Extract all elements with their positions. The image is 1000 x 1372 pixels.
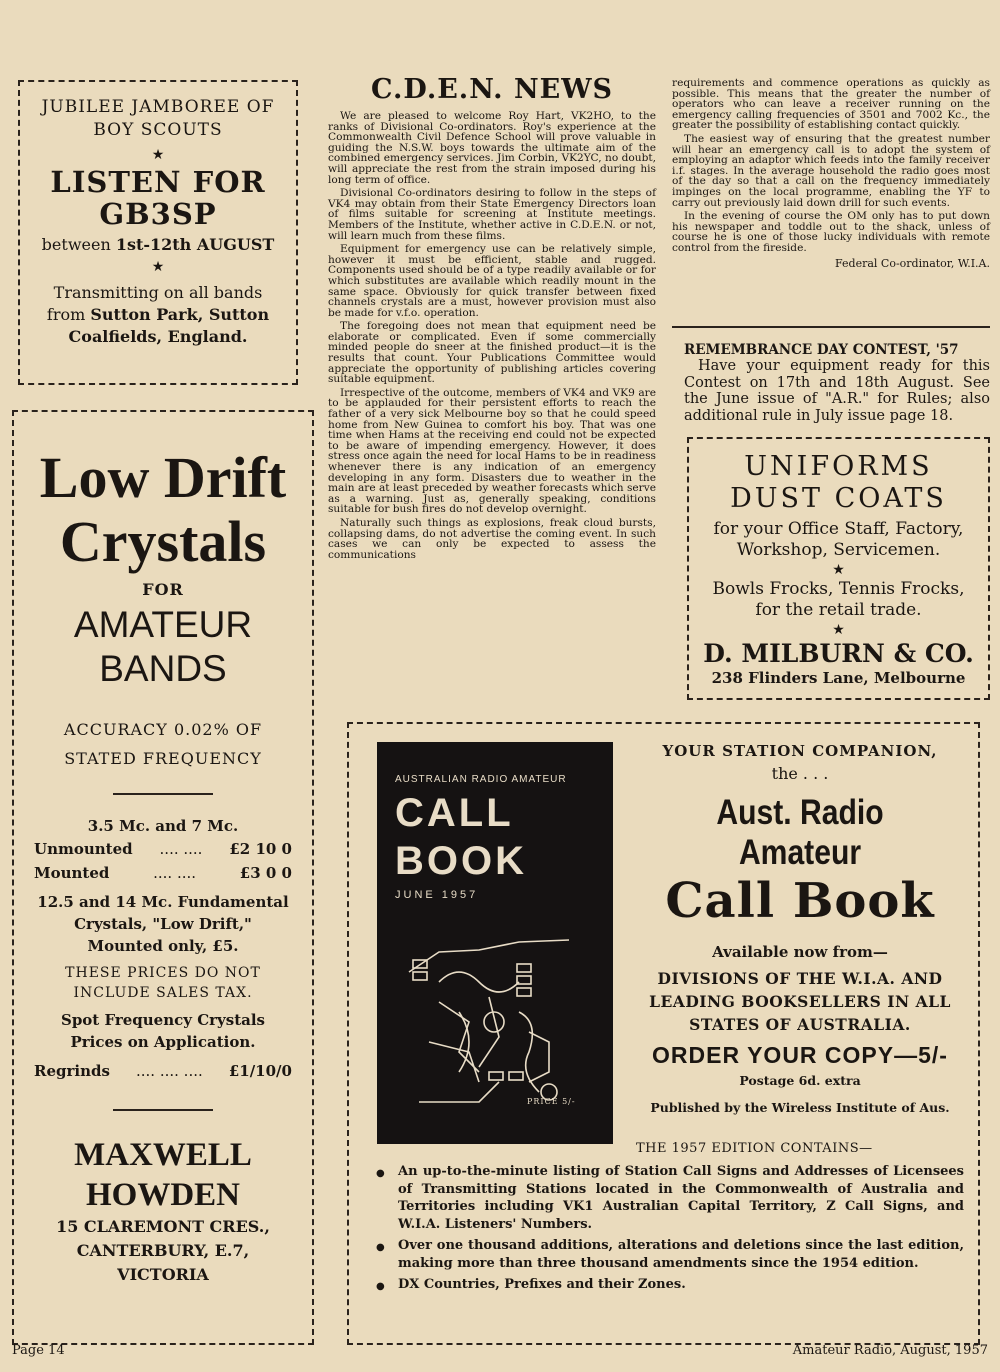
article-paragraph: Divisional Co-ordinators desiring to follow in the steps of VK4 may obtain from their State Emergency Directors loan of films suitable for screening at Institute meetings. Members of the Institute, whether active in C.D.E.N. or not, will learn much from these films.	[328, 187, 656, 242]
article-paragraph: The easiest way of ensuring that the greatest number will hear an emergency call is to adopt the system of employing an adaptor which feeds into the family receiver i.f. stages. In the average household the radio goes most of the day so that a call on the frequency immediately impinges on the local programme, enabling the YF to carry out previously laid down drill for such events.	[672, 132, 990, 209]
companion-line: YOUR STATION COMPANION,	[662, 742, 938, 760]
cover-title1: CALL	[395, 791, 514, 835]
aust-radio-heading: Aust. Radio Amateur	[716, 793, 884, 872]
article-signature: Federal Co-ordinator, W.I.A.	[834, 256, 990, 270]
spot-line1: Spot Frequency Crystals	[60, 1011, 266, 1029]
list-item	[376, 1276, 964, 1296]
location1: Sutton Park, Sutton	[90, 305, 270, 324]
cover-illustration	[399, 902, 589, 1122]
uniforms-line5: Bowls Frocks, Tennis Frocks,	[712, 579, 965, 599]
list-item-text: DX Countries, Prefixes and their Zones.	[398, 1277, 686, 1292]
divisions-line1: DIVISIONS OF THE W.I.A. AND	[657, 969, 943, 988]
jamboree-ad	[18, 80, 298, 385]
uniforms-line1: UNIFORMS	[744, 451, 933, 482]
crystals-title1: Low Drift	[39, 445, 287, 510]
callbook-bullets	[376, 1163, 964, 1300]
price-row-dots: .... ....	[159, 840, 203, 858]
issue-line: Amateur Radio, August, 1957	[792, 1343, 988, 1358]
location-line1	[30, 304, 286, 326]
amateur-word: AMATEUR	[73, 604, 253, 645]
uniforms-line2: DUST COATS	[730, 483, 947, 514]
order-line: ORDER YOUR COPY—5/-	[652, 1042, 948, 1068]
transmit-line: Transmitting on all bands	[53, 283, 263, 302]
regrinds-dots: .... .... ....	[136, 1062, 203, 1080]
divider	[113, 1109, 213, 1111]
regrinds-price: £1/10/0	[228, 1062, 292, 1080]
accuracy-line1: ACCURACY 0.02% OF	[63, 720, 263, 739]
postage-line: Postage 6d. extra	[739, 1073, 861, 1088]
price-row-value: £3 0 0	[239, 864, 292, 882]
callbook-text	[630, 742, 970, 1115]
cover-date: JUNE 1957	[395, 889, 479, 901]
fund-line3: Mounted only, £5.	[87, 937, 239, 955]
callbook-cover	[377, 742, 613, 1144]
firm-name: D. MILBURN & CO.	[703, 639, 974, 668]
from-word: from	[46, 305, 86, 324]
star-icon: ★	[832, 562, 845, 578]
crystals-title2: Crystals	[59, 509, 267, 574]
remembrance-notice	[684, 342, 990, 424]
available-line: Available now from—	[712, 943, 888, 961]
the-line: the . . .	[771, 764, 829, 783]
divisions-line3: STATES OF AUSTRALIA.	[689, 1015, 911, 1034]
bullet-icon: ●	[376, 1242, 385, 1253]
location2: Coalfields, England.	[68, 327, 248, 346]
jamboree-line2: BOY SCOUTS	[93, 120, 223, 140]
bullet-icon: ●	[376, 1168, 385, 1179]
article-paragraph: Irrespective of the outcome, members of VK4 and VK9 are to be applauded for their persistent efforts to reach the father of a very sick Melbourne boy so that he could speed home from New Guinea to comfort his boy. That was one time when Hams at the receiving end could not be expected to be aware of impending emergency. However, it does stress once again the need for local Hams to be in readiness whenever there is any indication of an emergency developing in any form. Disasters due to weather in the main are at least preceded by weather forecasts which serve as a warning. Just as, generally speaking, conditions suitable for bush fires do not develop overnight.	[328, 386, 656, 516]
company-name: MAXWELL HOWDEN	[74, 1137, 252, 1213]
list-item	[376, 1237, 964, 1272]
freq-header: 3.5 Mc. and 7 Mc.	[87, 817, 239, 835]
tax-line2: INCLUDE SALES TAX.	[73, 985, 253, 1001]
remembrance-text: Have your equipment ready for this Contest on 17th and 18th August. See the June issue of "A.R." for Rules; also additional rule in July issue page 18.	[684, 358, 990, 424]
address-line2: CANTERBURY, E.7,	[76, 1241, 250, 1260]
article-paragraph: We are pleased to welcome Roy Hart, VK2HO, to the ranks of Divisional Co-ordinators. Roy's experience at the Commonwealth Civil Defence School will prove valuable in guiding the N.S.W. boys towards the ultimate aim of the combined emergency services. Jim Corbin, VK2YC, no doubt, will appreciate the rest from the strain imposed during his long term of office.	[328, 110, 656, 186]
jamboree-line1: JUBILEE JAMBOREE OF	[41, 97, 275, 117]
uniforms-line4: Workshop, Servicemen.	[736, 540, 941, 560]
address-line1: 15 CLAREMONT CRES.,	[56, 1217, 270, 1236]
contains-heading: THE 1957 EDITION CONTAINS—	[636, 1141, 873, 1156]
section-divider	[672, 326, 990, 328]
bands-word: BANDS	[99, 648, 227, 689]
star-icon: ★	[151, 147, 165, 163]
dates-line	[30, 234, 286, 256]
for-word: FOR	[142, 580, 184, 599]
list-item	[376, 1163, 964, 1233]
cover-title2: BOOK	[395, 839, 527, 883]
spot-line2: Prices on Application.	[70, 1033, 256, 1051]
price-row	[34, 837, 292, 861]
fund-line1: 12.5 and 14 Mc. Fundamental	[37, 893, 289, 911]
price-row-label: Mounted	[34, 864, 110, 882]
star-icon: ★	[832, 622, 845, 638]
article-paragraph: Equipment for emergency use can be relatively simple, however it must be efficient, stable and rugged. Components used should be of a type readily available or for which substitutes are available which readily mount in the same space. Obviously for quick transfer between fixed channels crystals are a must, however provision must also be made for v.f.o. operation.	[328, 243, 656, 319]
cden-news-article	[328, 74, 656, 704]
uniforms-line3: for your Office Staff, Factory,	[713, 519, 964, 539]
between-word: between	[41, 235, 111, 254]
list-item-text: An up-to-the-minute listing of Station Call Signs and Addresses of Licensees of Transmitting Stations located in the Commonwealth of Australia and Territories including VK1 Australian Capital Territory, Z Call Signs, and W.I.A. Listeners' Numbers.	[398, 1164, 964, 1232]
star-icon: ★	[151, 259, 165, 275]
article-paragraph: Naturally such things as explosions, freak cloud bursts, collapsing dams, do not advertise the coming event. In such cases we can only be expected to assess the communications	[328, 516, 656, 561]
list-item-text: Over one thousand additions, alterations and deletions since the last edition, making more than three thousand amendments since the 1954 edition.	[398, 1238, 964, 1271]
divider	[113, 793, 213, 795]
article-paragraph: In the evening of course the OM only has to put down his newspaper and toddle out to the shack, unless of course he is one of those lucky individuals with remote control from the fireside.	[672, 210, 990, 254]
regrinds-label: Regrinds	[34, 1062, 110, 1080]
cden-news-continued	[672, 78, 990, 318]
address-line3: VICTORIA	[117, 1265, 209, 1284]
fund-line2: Crystals, "Low Drift,"	[74, 915, 252, 933]
uniforms-line6: for the retail trade.	[755, 600, 922, 620]
bullet-icon: ●	[376, 1281, 385, 1292]
cover-price: PRICE 5/-	[527, 1097, 576, 1106]
price-row-label: Unmounted	[34, 840, 133, 858]
price-row	[34, 861, 292, 885]
callbook-heading: Call Book	[665, 873, 935, 929]
article-paragraph: The foregoing does not mean that equipment need be elaborate or complicated. Even if some commercially minded people do sneer at the finished product—it is the results that count. Your Publications Committee would appreciate the opportunity of publishing articles covering suitable equipment.	[328, 320, 656, 386]
page-number: Page 14	[12, 1343, 65, 1358]
cover-small-title: AUSTRALIAN RADIO AMATEUR	[395, 774, 567, 785]
divisions-line2: LEADING BOOKSELLERS IN ALL	[649, 992, 951, 1011]
crystals-ad	[12, 410, 314, 1345]
callsign: GB3SP	[99, 197, 217, 231]
listen-for-heading: LISTEN FOR	[50, 165, 266, 199]
accuracy-line2: STATED FREQUENCY	[64, 749, 262, 768]
price-row-dots: .... ....	[153, 864, 197, 882]
article-title: C.D.E.N. NEWS	[370, 74, 614, 105]
price-row-value: £2 10 0	[229, 840, 292, 858]
regrinds-row	[34, 1059, 292, 1083]
tax-line1: THESE PRICES DO NOT	[65, 965, 261, 981]
article-paragraph: requirements and commence operations as quickly as possible. This means that the greater the number of operators who can leave a receiver running on the emergency calling frequencies of 3501 and 7002 Kc., the greater the possibility of establishing contact quickly.	[672, 77, 990, 132]
dates: 1st-12th AUGUST	[115, 235, 275, 254]
location-line2	[30, 326, 286, 348]
published-line: Published by the Wireless Institute of Aus.	[650, 1100, 950, 1115]
firm-address: 238 Flinders Lane, Melbourne	[711, 669, 966, 687]
remembrance-heading: REMEMBRANCE DAY CONTEST, '57	[684, 342, 959, 358]
uniforms-ad	[687, 437, 990, 700]
